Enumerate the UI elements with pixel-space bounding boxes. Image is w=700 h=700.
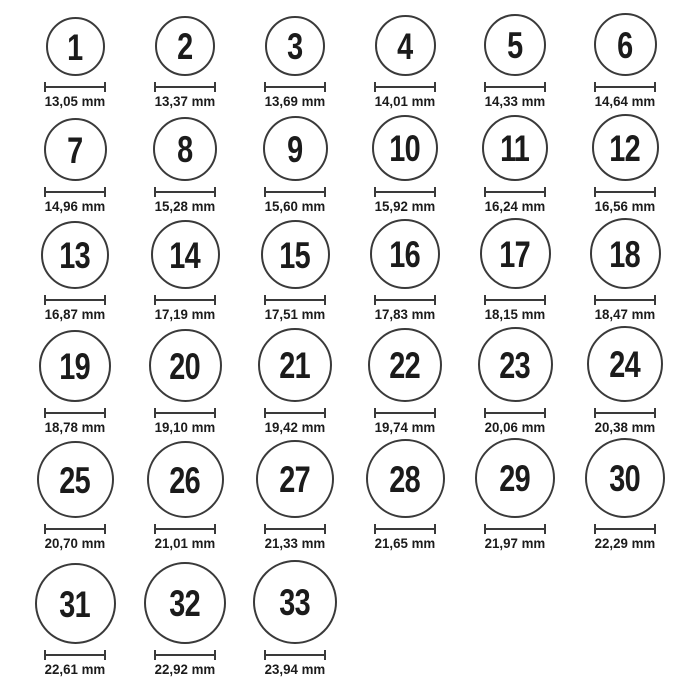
diameter-dimension-line — [44, 187, 106, 197]
dimension-bar — [155, 412, 215, 414]
ring-size-circle — [370, 219, 440, 289]
dimension-end-tick-right — [324, 524, 326, 534]
ring-size-item — [240, 116, 350, 219]
dimension-end-tick-right — [544, 295, 546, 305]
diameter-dimension-line — [264, 295, 326, 305]
chart-row — [20, 438, 680, 554]
ring-size-item — [460, 438, 570, 556]
ring-size-number: 8 — [177, 129, 193, 170]
diameter-dimension-line — [264, 82, 326, 92]
ring-size-number: 13 — [59, 235, 91, 276]
ring-size-number: 24 — [609, 344, 641, 385]
dimension-bar — [265, 86, 325, 88]
diameter-label: 13,37 mm — [154, 93, 216, 110]
ring-size-number: 2 — [177, 26, 193, 68]
dimension-bar — [375, 528, 435, 530]
dimension-bar — [485, 528, 545, 530]
diameter-label: 14,64 mm — [594, 93, 656, 110]
diameter-dimension-line — [484, 408, 546, 418]
ring-size-item — [130, 16, 240, 114]
dimension-end-tick-right — [214, 82, 216, 92]
diameter-label: 20,06 mm — [484, 419, 546, 435]
dimension-bar — [265, 299, 325, 301]
ring-size-circle — [590, 218, 661, 289]
ring-size-number: 32 — [169, 583, 201, 625]
diameter-dimension-line — [374, 187, 436, 197]
ring-size-circle — [258, 328, 332, 402]
ring-size-circle — [144, 562, 226, 644]
diameter-label: 22,61 mm — [44, 661, 106, 678]
diameter-dimension-line — [44, 295, 106, 305]
dimension-bar — [45, 528, 105, 530]
diameter-label: 21,65 mm — [374, 535, 436, 551]
ring-size-number: 21 — [279, 345, 311, 386]
ring-size-item — [460, 115, 570, 219]
ring-size-item — [350, 219, 460, 327]
dimension-bar — [375, 299, 435, 301]
diameter-dimension-line — [44, 408, 106, 418]
diameter-dimension-line — [594, 82, 656, 92]
ring-size-circle — [253, 560, 337, 644]
dimension-end-tick-right — [544, 82, 546, 92]
diameter-label: 14,01 mm — [374, 93, 436, 110]
diameter-dimension-line — [484, 295, 546, 305]
ring-size-circle — [39, 330, 111, 402]
dimension-bar — [155, 528, 215, 530]
dimension-end-tick-right — [434, 187, 436, 197]
diameter-label: 18,47 mm — [594, 306, 656, 322]
dimension-end-tick-right — [324, 82, 326, 92]
ring-size-number: 9 — [287, 128, 303, 170]
ring-size-item — [20, 221, 130, 327]
dimension-end-tick-right — [544, 524, 546, 534]
ring-size-number: 1 — [67, 26, 83, 68]
diameter-dimension-line — [594, 295, 656, 305]
diameter-label: 19,74 mm — [374, 419, 436, 435]
dimension-bar — [265, 412, 325, 414]
diameter-label: 14,96 mm — [44, 198, 106, 214]
dimension-end-tick-right — [654, 295, 656, 305]
ring-size-number: 30 — [609, 458, 641, 499]
ring-size-number: 4 — [397, 25, 413, 67]
dimension-bar — [595, 528, 655, 530]
diameter-label: 17,51 mm — [264, 306, 326, 322]
dimension-end-tick-right — [324, 650, 326, 660]
ring-size-circle — [151, 220, 220, 289]
diameter-dimension-line — [484, 82, 546, 92]
dimension-bar — [595, 86, 655, 88]
dimension-bar — [485, 86, 545, 88]
diameter-label: 17,83 mm — [374, 306, 436, 322]
ring-size-item — [350, 328, 460, 440]
ring-size-item — [350, 15, 460, 114]
diameter-label: 16,87 mm — [44, 306, 106, 322]
ring-size-item — [130, 220, 240, 327]
ring-size-circle — [368, 328, 442, 402]
ring-size-number: 7 — [67, 129, 83, 171]
dimension-end-tick-right — [214, 524, 216, 534]
diameter-label: 22,92 mm — [154, 661, 216, 678]
diameter-dimension-line — [154, 295, 216, 305]
ring-size-number: 28 — [389, 458, 421, 500]
dimension-bar — [45, 86, 105, 88]
dimension-bar — [485, 191, 545, 193]
dimension-end-tick-right — [654, 187, 656, 197]
ring-size-circle — [41, 221, 109, 289]
ring-size-item — [130, 117, 240, 219]
dimension-end-tick-right — [434, 524, 436, 534]
diameter-label: 16,24 mm — [484, 198, 546, 214]
ring-size-number: 23 — [499, 344, 531, 386]
dimension-end-tick-right — [104, 295, 106, 305]
ring-size-number: 6 — [617, 24, 633, 66]
dimension-bar — [375, 191, 435, 193]
dimension-bar — [265, 654, 325, 656]
dimension-bar — [155, 86, 215, 88]
diameter-dimension-line — [374, 524, 436, 534]
dimension-end-tick-right — [544, 187, 546, 197]
ring-size-number: 5 — [507, 25, 523, 67]
dimension-end-tick-right — [104, 82, 106, 92]
ring-size-item — [350, 439, 460, 556]
ring-size-circle — [35, 563, 116, 644]
dimension-bar — [155, 654, 215, 656]
ring-size-item — [570, 114, 680, 219]
diameter-dimension-line — [264, 524, 326, 534]
ring-size-item — [570, 218, 680, 327]
diameter-label: 22,29 mm — [594, 535, 656, 551]
ring-size-circle — [372, 115, 438, 181]
ring-size-item — [240, 220, 350, 327]
ring-size-circle — [265, 16, 325, 76]
ring-size-item — [460, 14, 570, 114]
dimension-bar — [375, 86, 435, 88]
ring-size-number: 29 — [499, 458, 531, 499]
diameter-dimension-line — [484, 187, 546, 197]
dimension-end-tick-right — [104, 187, 106, 197]
chart-row — [20, 326, 680, 438]
diameter-label: 15,60 mm — [264, 198, 326, 214]
diameter-dimension-line — [44, 82, 106, 92]
ring-size-item — [130, 562, 240, 682]
diameter-dimension-line — [154, 524, 216, 534]
dimension-bar — [45, 191, 105, 193]
ring-size-circle — [366, 439, 445, 518]
ring-size-item — [460, 218, 570, 327]
diameter-dimension-line — [154, 187, 216, 197]
ring-size-number: 22 — [389, 345, 421, 386]
diameter-dimension-line — [594, 408, 656, 418]
diameter-label: 23,94 mm — [264, 661, 326, 678]
dimension-bar — [595, 299, 655, 301]
ring-size-item — [350, 115, 460, 219]
dimension-end-tick-right — [104, 524, 106, 534]
diameter-label: 21,97 mm — [484, 535, 546, 551]
ring-size-item — [460, 327, 570, 440]
ring-size-circle — [475, 438, 555, 518]
diameter-dimension-line — [264, 650, 326, 660]
ring-size-item — [130, 329, 240, 440]
diameter-dimension-line — [154, 82, 216, 92]
dimension-bar — [45, 412, 105, 414]
dimension-bar — [595, 191, 655, 193]
diameter-label: 14,33 mm — [484, 93, 546, 110]
ring-size-circle — [147, 441, 224, 518]
dimension-bar — [155, 299, 215, 301]
ring-size-circle — [46, 17, 105, 76]
ring-size-circle — [478, 327, 553, 402]
dimension-end-tick-right — [214, 187, 216, 197]
ring-size-item — [20, 563, 130, 682]
diameter-dimension-line — [44, 650, 106, 660]
ring-size-number: 31 — [59, 583, 91, 625]
diameter-dimension-line — [374, 295, 436, 305]
ring-size-item — [570, 438, 680, 556]
diameter-label: 16,56 mm — [594, 198, 656, 214]
dimension-end-tick-right — [544, 408, 546, 418]
dimension-end-tick-right — [654, 524, 656, 534]
dimension-bar — [155, 191, 215, 193]
ring-size-number: 33 — [279, 582, 311, 624]
ring-size-circle — [594, 13, 657, 76]
diameter-dimension-line — [264, 187, 326, 197]
diameter-label: 15,92 mm — [374, 198, 436, 214]
ring-size-item — [240, 440, 350, 556]
diameter-dimension-line — [594, 187, 656, 197]
ring-size-number: 27 — [279, 459, 311, 500]
dimension-end-tick-right — [104, 650, 106, 660]
diameter-label: 18,15 mm — [484, 306, 546, 322]
diameter-dimension-line — [44, 524, 106, 534]
ring-size-number: 14 — [169, 234, 201, 276]
ring-size-circle — [37, 441, 114, 518]
ring-size-circle — [585, 438, 665, 518]
ring-size-number: 3 — [287, 26, 303, 68]
dimension-bar — [485, 299, 545, 301]
ring-size-item — [20, 441, 130, 556]
diameter-label: 20,38 mm — [594, 419, 656, 435]
dimension-end-tick-right — [324, 408, 326, 418]
dimension-end-tick-right — [654, 82, 656, 92]
ring-size-number: 15 — [279, 234, 311, 276]
ring-size-number: 18 — [609, 233, 641, 275]
dimension-end-tick-right — [654, 408, 656, 418]
diameter-label: 21,01 mm — [154, 535, 216, 551]
ring-size-circle — [375, 15, 436, 76]
dimension-bar — [45, 299, 105, 301]
dimension-end-tick-right — [324, 295, 326, 305]
diameter-dimension-line — [154, 650, 216, 660]
diameter-dimension-line — [484, 524, 546, 534]
ring-size-circle — [484, 14, 546, 76]
dimension-bar — [485, 412, 545, 414]
dimension-end-tick-right — [434, 408, 436, 418]
diameter-dimension-line — [374, 82, 436, 92]
dimension-end-tick-right — [214, 295, 216, 305]
ring-size-item — [570, 13, 680, 114]
ring-size-circle — [587, 326, 663, 402]
ring-size-number: 10 — [389, 128, 421, 169]
chart-row — [20, 554, 680, 682]
ring-size-circle — [153, 117, 217, 181]
ring-size-circle — [480, 218, 551, 289]
ring-size-circle — [44, 118, 107, 181]
dimension-end-tick-right — [434, 82, 436, 92]
dimension-bar — [265, 191, 325, 193]
ring-size-item — [240, 16, 350, 114]
ring-size-number: 19 — [59, 346, 91, 387]
diameter-label: 20,70 mm — [44, 535, 106, 551]
ring-size-item — [20, 330, 130, 440]
diameter-label: 13,05 mm — [44, 93, 106, 110]
ring-size-number: 25 — [59, 459, 91, 501]
ring-size-item — [20, 118, 130, 219]
ring-size-number: 12 — [609, 127, 641, 169]
ring-size-number: 17 — [499, 233, 531, 275]
ring-size-number: 20 — [169, 345, 201, 387]
ring-size-item — [240, 328, 350, 440]
chart-row — [20, 6, 680, 114]
diameter-dimension-line — [594, 524, 656, 534]
ring-size-item — [130, 441, 240, 556]
dimension-bar — [45, 654, 105, 656]
ring-size-number: 11 — [500, 128, 530, 169]
ring-size-circle — [149, 329, 222, 402]
dimension-bar — [265, 528, 325, 530]
chart-row — [20, 218, 680, 326]
ring-size-number: 26 — [169, 459, 201, 501]
dimension-end-tick-right — [324, 187, 326, 197]
diameter-label: 18,78 mm — [44, 419, 106, 435]
chart-row — [20, 114, 680, 218]
ring-size-item — [20, 17, 130, 114]
dimension-end-tick-right — [104, 408, 106, 418]
ring-size-circle — [261, 220, 330, 289]
diameter-label: 21,33 mm — [264, 535, 326, 551]
diameter-dimension-line — [154, 408, 216, 418]
diameter-label: 15,28 mm — [154, 198, 216, 214]
ring-size-circle — [482, 115, 548, 181]
dimension-end-tick-right — [214, 650, 216, 660]
ring-size-item — [240, 560, 350, 682]
diameter-label: 19,42 mm — [264, 419, 326, 435]
dimension-end-tick-right — [214, 408, 216, 418]
dimension-bar — [595, 412, 655, 414]
dimension-bar — [375, 412, 435, 414]
ring-size-circle — [592, 114, 659, 181]
diameter-label: 13,69 mm — [264, 93, 326, 110]
diameter-dimension-line — [374, 408, 436, 418]
ring-size-circle — [263, 116, 328, 181]
diameter-label: 19,10 mm — [154, 419, 216, 435]
ring-size-circle — [155, 16, 215, 76]
ring-size-circle — [256, 440, 334, 518]
diameter-dimension-line — [264, 408, 326, 418]
ring-size-number: 16 — [389, 234, 421, 275]
diameter-label: 17,19 mm — [154, 306, 216, 322]
dimension-end-tick-right — [434, 295, 436, 305]
ring-size-item — [570, 326, 680, 440]
